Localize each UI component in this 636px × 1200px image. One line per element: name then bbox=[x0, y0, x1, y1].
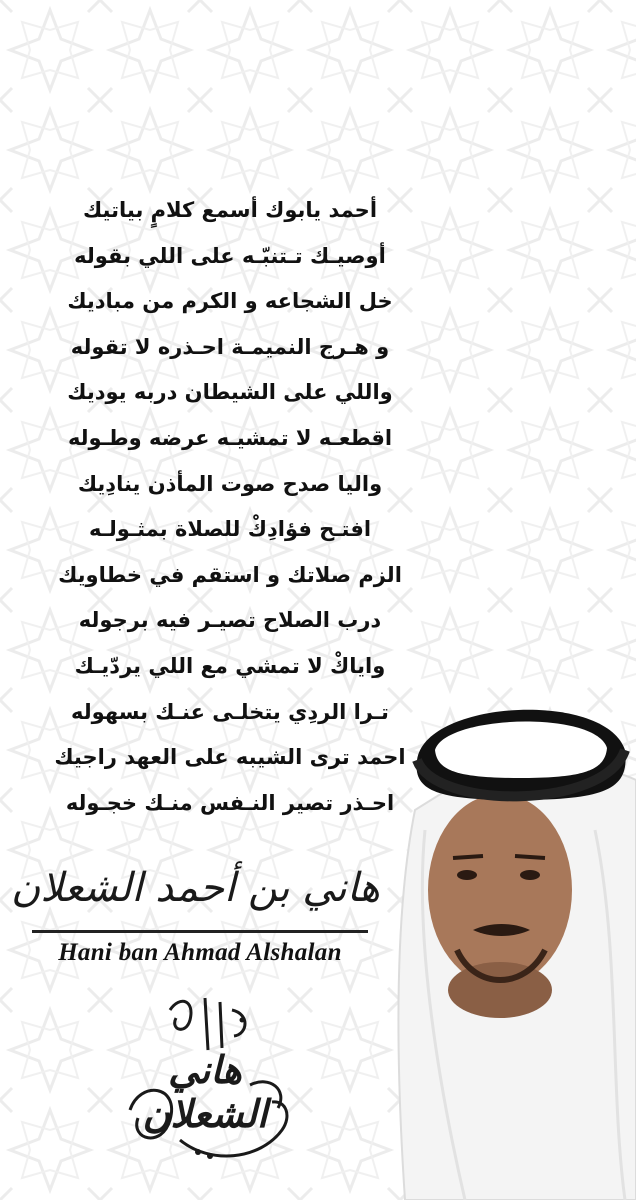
signature-block bbox=[11, 850, 380, 967]
poem-line-8: افتـح فؤادِكْ للصلاة بمثـولـه bbox=[88, 517, 372, 542]
signature-divider bbox=[32, 930, 368, 933]
poem-line-7: واليا صدح صوت المأذن ينادِيك bbox=[77, 471, 383, 496]
poem-line-9: الزم صلاتك و استقم في خطاويك bbox=[58, 562, 402, 587]
poem-line-6: اقطعـه لا تمشيـه عرضه وطـوله bbox=[67, 425, 393, 450]
poem-line-11: واياكْ لا تمشي مع اللي يردّيـك bbox=[74, 653, 386, 678]
signature-latin-name: Hani ban Ahmad Alshalan bbox=[58, 939, 342, 966]
poem-line-3: خل الشجاعه و الكرم من مباديك bbox=[67, 289, 393, 314]
poem-line-2: أوصيـك تـتنبّـه على اللي بقوله bbox=[74, 243, 386, 268]
calligraphy-monogram bbox=[110, 990, 300, 1170]
poem-line-13: احمد ترى الشيبه على العهد راجيك bbox=[54, 745, 406, 770]
portrait-photo bbox=[395, 690, 636, 1200]
poem bbox=[30, 188, 430, 826]
poem-line-4: و هـرج النميمـة احـذره لا تقوله bbox=[70, 334, 390, 359]
poem-line-1: أحمد يابوك أسمع كلامٍ بياتيك bbox=[82, 198, 378, 222]
signature-arabic-name: هاني بن أحمد الشعلان bbox=[11, 865, 380, 911]
poem-line-5: واللي على الشيطان دربه يوديك bbox=[67, 380, 393, 405]
poem-line-12: تـرا الردِي يتخلـى عنـك بسهوله bbox=[71, 699, 389, 724]
poem-line-10: درب الصلاح تصيـر فيه برجوله bbox=[78, 608, 382, 633]
poem-line-14: احـذر تصير النـفس منـك خجـوله bbox=[65, 790, 395, 815]
monogram-text: هاني الشعلان bbox=[142, 1047, 268, 1136]
